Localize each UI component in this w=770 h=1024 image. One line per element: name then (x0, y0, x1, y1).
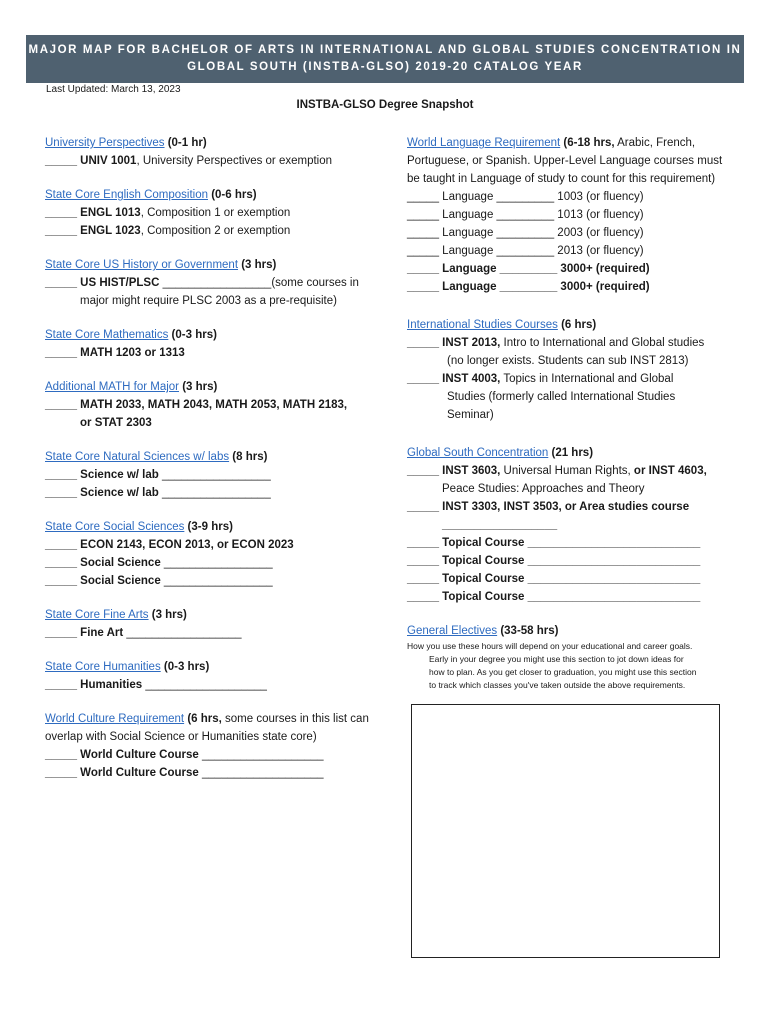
math-link[interactable]: State Core Mathematics (45, 329, 169, 341)
econ-course: _____ ECON 2143, ECON 2013, or ECON 2023 (45, 539, 294, 551)
wc-1-blank: ___________________ (198, 749, 324, 761)
section-fine-arts (45, 606, 375, 642)
topical-course: _____ Topical Course ___________________________ (407, 573, 701, 585)
wl-hours: (6-18 hrs, (560, 137, 615, 149)
isc-hours: (6 hrs) (557, 319, 597, 331)
snapshot-heading: INSTBA-GLSO Degree Snapshot (296, 99, 474, 111)
humanities-link[interactable]: State Core Humanities (45, 661, 161, 673)
section-university-perspectives (45, 134, 375, 170)
engl-1023: _____ ENGL 1023 (45, 225, 141, 237)
inst-2013-desc: Intro to International and Global studies (500, 337, 705, 349)
inst-2013: _____ INST 2013, (407, 337, 501, 349)
world-culture-link[interactable]: World Culture Requirement (45, 713, 185, 725)
social-2: _____ Social Science (45, 575, 161, 587)
univ-link[interactable]: University Perspectives (45, 137, 165, 149)
univ-desc: , University Perspectives or exemption (136, 155, 333, 167)
wc-2: _____ World Culture Course (45, 767, 199, 779)
hist-desc: _________________(some courses in (159, 277, 359, 289)
wl-desc: Arabic, French, Portuguese, or Spanish. Upper-Level Language courses must be taught in Language of study to count for this requirement) (407, 137, 723, 185)
arts-link[interactable]: State Core Fine Arts (45, 609, 149, 621)
arts-hours: (3 hrs) (148, 609, 187, 621)
section-additional-math (45, 378, 375, 432)
social-1: _____ Social Science (45, 557, 161, 569)
section-world-culture (45, 710, 375, 782)
section-humanities (45, 658, 375, 694)
engl-1023-desc: , Composition 2 or exemption (140, 225, 291, 237)
electives-note-1: How you use these hours will depend on your educational and career goals. (407, 641, 693, 651)
title-line-1: MAJOR MAP FOR BACHELOR OF ARTS IN INTERNATIONAL AND GLOBAL STUDIES CONCENTRATION IN (28, 44, 742, 56)
univ-course: _____ UNIV 1001 (45, 155, 137, 167)
addmath-course-2: or STAT 2303 (80, 417, 152, 429)
inst-3303: _____ INST 3303, INST 3503, or Area studies course (407, 501, 690, 513)
inst-3603: _____ INST 3603, (407, 465, 501, 477)
addmath-link[interactable]: Additional MATH for Major (45, 381, 179, 393)
social-1-blank: _________________ (160, 557, 273, 569)
title-banner (26, 35, 744, 83)
social-hours: (3-9 hrs) (184, 521, 233, 533)
left-column (45, 134, 375, 798)
math-course: _____ MATH 1203 or 1313 (45, 347, 185, 359)
wc-1: _____ World Culture Course (45, 749, 199, 761)
inst-3303-blank: __________________ (442, 519, 558, 531)
science-hours: (8 hrs) (229, 451, 268, 463)
topical-course: _____ Topical Course ___________________________ (407, 555, 701, 567)
language-row: _____ Language _________ 3000+ (required) (407, 263, 650, 275)
section-social (45, 518, 375, 590)
gs-hours: (21 hrs) (548, 447, 594, 459)
section-math (45, 326, 375, 362)
world-language-link[interactable]: World Language Requirement (407, 137, 561, 149)
section-history (45, 256, 375, 310)
science-1: _____ Science w/ lab (45, 469, 159, 481)
electives-link[interactable]: General Electives (407, 625, 498, 637)
language-row: _____ Language _________ 1003 (or fluency) (407, 191, 644, 203)
section-intl-studies (407, 316, 727, 424)
section-science (45, 448, 375, 502)
history-link[interactable]: State Core US History or Government (45, 259, 239, 271)
section-world-language (407, 134, 727, 296)
last-updated: Last Updated: March 13, 2023 (46, 84, 181, 95)
univ-hours: (0-1 hr) (164, 137, 207, 149)
language-row: _____ Language _________ 1013 (or fluency) (407, 209, 644, 221)
english-hours: (0-6 hrs) (208, 189, 257, 201)
section-general-electives (407, 622, 727, 692)
language-row: _____ Language _________ 2003 (or fluency) (407, 227, 644, 239)
inst-2013-note: (no longer exists. Students can sub INST 2813) (447, 355, 689, 367)
social-link[interactable]: State Core Social Sciences (45, 521, 185, 533)
global-south-link[interactable]: Global South Concentration (407, 447, 549, 459)
engl-1013-desc: , Composition 1 or exemption (140, 207, 291, 219)
fine-art-blank: __________________ (123, 627, 242, 639)
inst-3603-desc: Universal Human Rights, (500, 465, 631, 477)
electives-notes-box[interactable] (411, 704, 720, 958)
electives-note-4: to track which classes you've taken outside the above requirements. (429, 680, 686, 690)
science-1-blank: _________________ (158, 469, 271, 481)
humanities-hours: (0-3 hrs) (160, 661, 210, 673)
english-link[interactable]: State Core English Composition (45, 189, 208, 201)
science-2: _____ Science w/ lab (45, 487, 159, 499)
engl-1013: _____ ENGL 1013 (45, 207, 141, 219)
inst-4603-desc: Peace Studies: Approaches and Theory (442, 483, 645, 495)
language-row: _____ Language _________ 3000+ (required) (407, 281, 650, 293)
science-2-blank: _________________ (158, 487, 271, 499)
electives-hours: (33-58 hrs) (497, 625, 559, 637)
hist-desc-2: major might require PLSC 2003 as a pre-requisite) (80, 295, 337, 307)
inst-4003: _____ INST 4003, (407, 373, 501, 385)
topical-course: _____ Topical Course ___________________________ (407, 591, 701, 603)
title-line-2: GLOBAL SOUTH (INSTBA-GLSO) 2019-20 CATALOG YEAR (187, 61, 583, 73)
language-row: _____ Language _________ 2013 (or fluency) (407, 245, 644, 257)
topical-course: _____ Topical Course ___________________________ (407, 537, 701, 549)
fine-art: _____ Fine Art (45, 627, 124, 639)
section-english (45, 186, 375, 240)
electives-note-2: Early in your degree you might use this section to jot down ideas for (429, 654, 684, 664)
section-global-south (407, 444, 727, 606)
humanities-blank: ___________________ (142, 679, 267, 691)
history-hours: (3 hrs) (238, 259, 277, 271)
science-link[interactable]: State Core Natural Sciences w/ labs (45, 451, 230, 463)
wc-hours: (6 hrs, (184, 713, 222, 725)
inst-4003-note-2: Seminar) (447, 409, 494, 421)
right-column (407, 134, 727, 708)
inst-4003-desc: Topics in International and Global (500, 373, 674, 385)
hist-course: _____ US HIST/PLSC (45, 277, 160, 289)
wc-desc: some courses in this list can overlap with Social Science or Humanities state core) (45, 713, 369, 743)
electives-note-3: how to plan. As you get closer to graduation, you might use this section (429, 667, 697, 677)
math-hours: (0-3 hrs) (168, 329, 217, 341)
humanities: _____ Humanities (45, 679, 143, 691)
intl-studies-link[interactable]: International Studies Courses (407, 319, 558, 331)
social-2-blank: _________________ (160, 575, 273, 587)
addmath-hours: (3 hrs) (179, 381, 218, 393)
wc-2-blank: ___________________ (198, 767, 324, 779)
addmath-course: _____ MATH 2033, MATH 2043, MATH 2053, MATH 2183, (45, 399, 348, 411)
inst-4003-note: Studies (formerly called International Studies (447, 391, 676, 403)
inst-4603: or INST 4603, (630, 465, 707, 477)
